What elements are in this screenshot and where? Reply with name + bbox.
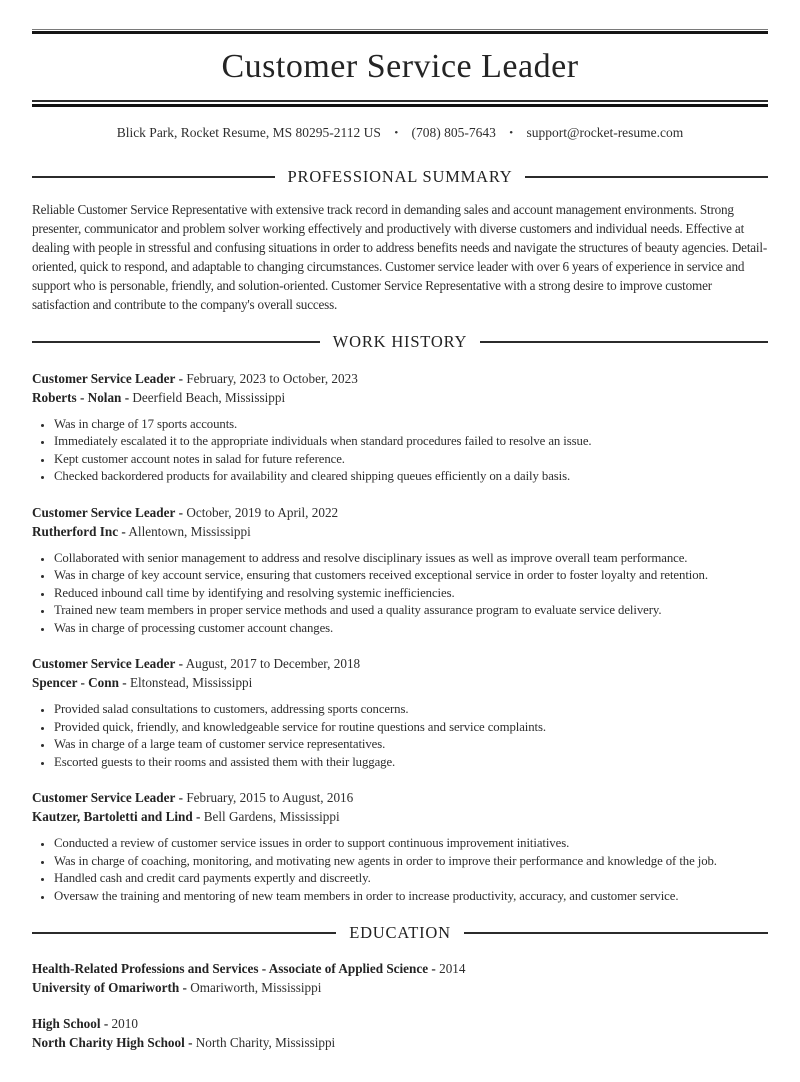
bullet-separator-icon: • bbox=[394, 126, 399, 139]
job-entry bbox=[32, 654, 768, 771]
resume-document bbox=[0, 29, 800, 1082]
heading-rule-right bbox=[464, 932, 768, 934]
heading-rule-left bbox=[32, 932, 336, 934]
job-company-line bbox=[32, 388, 768, 407]
section-heading-education bbox=[32, 923, 768, 943]
job-bullet: • Escorted guests to their rooms and assisted them with their luggage. bbox=[53, 754, 768, 772]
job-entry bbox=[32, 369, 768, 486]
heading-rule-right bbox=[525, 176, 768, 178]
dash-separator: - bbox=[431, 961, 436, 977]
section-heading-label: EDUCATION bbox=[349, 923, 451, 943]
job-entry bbox=[32, 788, 768, 905]
education-degree: High School bbox=[32, 1016, 101, 1032]
education-school: University of Omariworth bbox=[32, 980, 180, 996]
page-title: Customer Service Leader bbox=[221, 48, 579, 85]
contact-line bbox=[32, 125, 768, 141]
job-bullet: • Kept customer account notes in salad for future reference. bbox=[53, 451, 768, 469]
job-bullet: • Was in charge of coaching, monitoring, and motivating new agents in order to improve their performance and knowledge of the job. bbox=[53, 853, 768, 871]
job-dates: October, 2019 to April, 2022 bbox=[186, 504, 339, 520]
dash-separator: - bbox=[122, 675, 127, 691]
professional-summary-text: Reliable Customer Service Representative with extensive track record in demanding sales and account management environments. Strong presenter, communicator and problem solver working effectively and productively with diverse customers and individual needs. Effective at dealing with people in stressful and confusing situations in order to address benefits needs and navigate the structures of beauty agencies. Detail-oriented, quick to respond, and adaptable to changing circumstances. Customer service leader with over 6 years of experience in service and support who is personable, friendly, and solution-oriented. Customer Service Representative with a strong desire to improve customer satisfaction and contribute to the company's overall success. bbox=[32, 201, 768, 312]
heading-rule-right bbox=[480, 341, 768, 343]
job-title: Customer Service Leader bbox=[32, 370, 176, 386]
dash-separator: - bbox=[178, 370, 184, 386]
job-bullet: • Was in charge of a large team of customer service representatives. bbox=[53, 736, 768, 754]
job-bullet: • Was in charge of processing customer account changes. bbox=[53, 620, 768, 638]
job-bullet: • Oversaw the training and mentoring of new team members in order to increase productivity, accuracy, and customer service. bbox=[53, 888, 768, 906]
top-double-rule bbox=[32, 29, 768, 34]
job-company: Spencer - Conn bbox=[32, 675, 119, 691]
dash-separator: - bbox=[178, 656, 184, 672]
job-company: Kautzer, Bartoletti and Lind bbox=[32, 809, 193, 825]
job-bullet: • Conducted a review of customer service issues in order to support continuous improvement initiatives. bbox=[53, 835, 768, 853]
job-bullet: • Checked backordered products for availability and cleared shipping queues efficiently on a daily basis. bbox=[53, 468, 768, 486]
education-entry bbox=[32, 959, 768, 997]
job-bullet-list bbox=[32, 835, 768, 905]
job-title-line bbox=[32, 369, 768, 388]
job-title-line bbox=[32, 503, 768, 522]
bullet-separator-icon: • bbox=[509, 126, 514, 139]
education-year: 2010 bbox=[111, 1016, 138, 1032]
dash-separator: - bbox=[178, 504, 184, 520]
heading-rule-left bbox=[32, 176, 275, 178]
job-company-line bbox=[32, 522, 768, 541]
dash-separator: - bbox=[178, 790, 184, 806]
job-location: Eltonstead, Mississippi bbox=[129, 675, 253, 691]
job-company: Roberts - Nolan bbox=[32, 389, 122, 405]
job-company-line bbox=[32, 673, 768, 692]
education-location: Omariworth, Mississippi bbox=[190, 980, 322, 996]
job-bullet: • Provided salad consultations to customers, addressing sports concerns. bbox=[53, 701, 768, 719]
job-dates: August, 2017 to December, 2018 bbox=[185, 656, 361, 672]
section-heading-professional-summary bbox=[32, 167, 768, 187]
job-bullet: • Immediately escalated it to the appropriate individuals when standard procedures failed to resolve an issue. bbox=[53, 433, 768, 451]
education-location: North Charity, Mississippi bbox=[195, 1035, 336, 1051]
job-title: Customer Service Leader bbox=[32, 504, 176, 520]
contact-address: Blick Park, Rocket Resume, MS 80295-2112 US bbox=[116, 124, 381, 140]
contact-phone: (708) 805-7643 bbox=[411, 124, 496, 140]
dash-separator: - bbox=[121, 523, 126, 539]
dash-separator: - bbox=[124, 389, 130, 405]
job-location: Deerfield Beach, Mississippi bbox=[132, 389, 286, 405]
dash-separator: - bbox=[196, 809, 201, 825]
job-company: Rutherford Inc bbox=[32, 523, 119, 539]
dash-separator: - bbox=[103, 1016, 109, 1032]
job-title: Customer Service Leader bbox=[32, 790, 176, 806]
job-bullet: • Handled cash and credit card payments expertly and discreetly. bbox=[53, 870, 768, 888]
job-bullet-list bbox=[32, 550, 768, 638]
title-underline-rule bbox=[32, 100, 768, 107]
job-title-line bbox=[32, 654, 768, 673]
education-degree: Health-Related Professions and Services - Associate of Applied Science bbox=[32, 961, 429, 977]
job-dates: February, 2023 to October, 2023 bbox=[186, 370, 358, 386]
job-location: Bell Gardens, Mississippi bbox=[203, 809, 340, 825]
job-bullet: • Trained new team members in proper service methods and used a quality assurance program to evaluate service delivery. bbox=[53, 602, 768, 620]
job-bullet: • Was in charge of 17 sports accounts. bbox=[53, 416, 768, 434]
job-company-line bbox=[32, 807, 768, 826]
job-bullet: • Was in charge of key account service, ensuring that customers received exceptional service in order to foster loyalty and retention. bbox=[53, 567, 768, 585]
job-bullet: • Provided quick, friendly, and knowledgeable service for routine questions and service complaints. bbox=[53, 719, 768, 737]
job-bullet: • Collaborated with senior management to address and resolve disciplinary issues as well as improve overall team performance. bbox=[53, 550, 768, 568]
section-heading-label: PROFESSIONAL SUMMARY bbox=[287, 166, 513, 186]
section-heading-label: WORK HISTORY bbox=[332, 331, 468, 351]
heading-rule-left bbox=[32, 341, 320, 343]
job-bullet-list bbox=[32, 701, 768, 771]
education-school: North Charity High School bbox=[32, 1035, 185, 1051]
section-heading-work-history bbox=[32, 332, 768, 352]
education-year: 2014 bbox=[439, 961, 466, 977]
job-entry bbox=[32, 503, 768, 638]
job-bullet-list bbox=[32, 416, 768, 486]
job-title-line bbox=[32, 788, 768, 807]
education-degree-line bbox=[32, 1014, 768, 1033]
education-degree-line bbox=[32, 959, 768, 978]
job-dates: February, 2015 to August, 2016 bbox=[186, 790, 354, 806]
education-school-line bbox=[32, 1033, 768, 1052]
education-entry bbox=[32, 1014, 768, 1052]
education-school-line bbox=[32, 978, 768, 997]
dash-separator: - bbox=[188, 1035, 193, 1051]
dash-separator: - bbox=[182, 980, 187, 996]
job-location: Allentown, Mississippi bbox=[128, 523, 251, 539]
contact-email: support@rocket-resume.com bbox=[526, 124, 684, 140]
job-title: Customer Service Leader bbox=[32, 656, 176, 672]
job-bullet: • Reduced inbound call time by identifying and resolving systemic inefficiencies. bbox=[53, 585, 768, 603]
